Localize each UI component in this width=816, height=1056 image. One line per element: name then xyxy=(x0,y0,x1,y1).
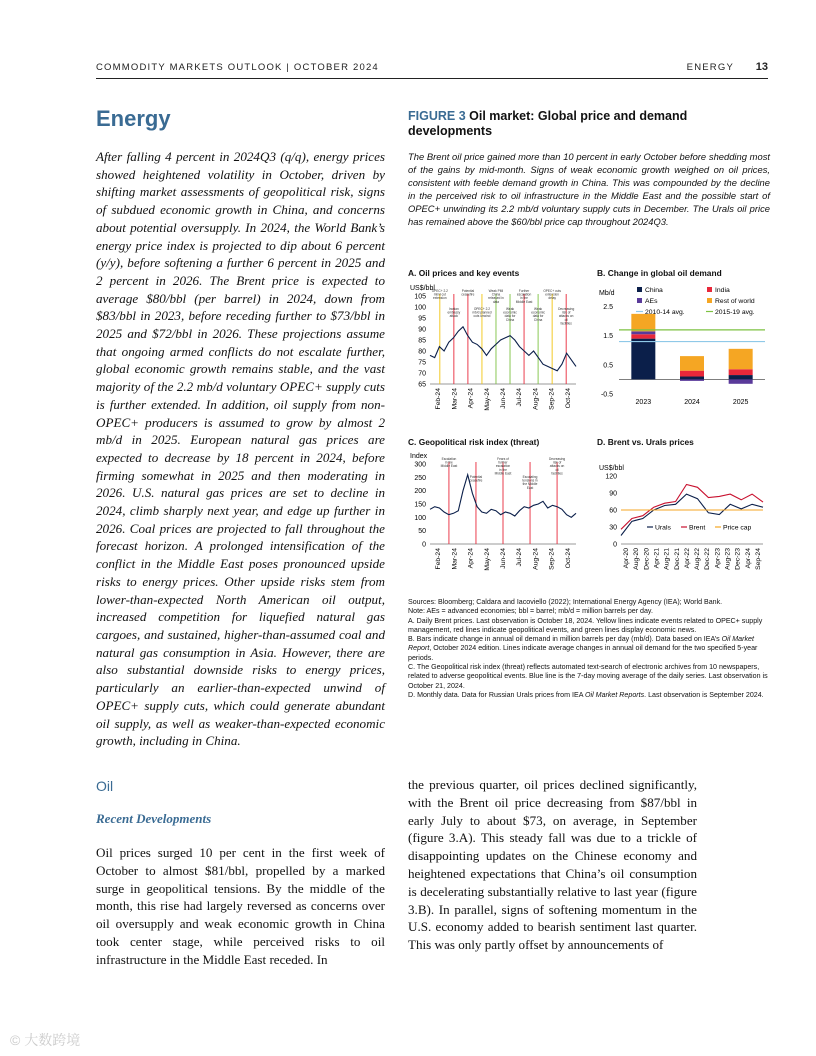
x-tick-label: May-24 xyxy=(483,548,491,571)
event-annotation xyxy=(432,289,448,300)
event-annotation-line: attacks on xyxy=(558,314,574,319)
event-annotation-line: in the xyxy=(520,296,528,301)
event-annotation xyxy=(522,475,537,490)
event-annotation-line: extension xyxy=(432,296,447,301)
event-annotation-line: OPEC+ 2.2 xyxy=(431,289,448,293)
x-tick-label: Apr-21 xyxy=(653,548,661,569)
legend-swatch xyxy=(707,287,712,292)
legend-label: Rest of world xyxy=(715,298,755,305)
figure-title-text: Oil market: Global price and demand developments xyxy=(408,109,688,138)
panel-d-title: D. Brent vs. Urals prices xyxy=(597,437,694,447)
figure-caption: The Brent oil price gained more than 10 percent in early October before shedding most of the gains by mid-month. Signs of weak economic growth weighed on oil prices, consistent with feeble demand growth in China. This was compounded by the decline in the perceived risk to oil infrastructure in the Middle East and the possible start of OPEC+ unwinding its 2.2 mb/d voluntary supply cuts in December. The Urals oil price has remained above the $60/bbl price cap throughout 2024Q3. xyxy=(408,151,770,227)
legend-swatch xyxy=(707,298,712,303)
y-tick-label: 100 xyxy=(414,514,426,522)
legend-swatch xyxy=(637,298,642,303)
x-tick-label: Apr-24 xyxy=(467,388,475,409)
legend-label: China xyxy=(645,287,663,294)
event-annotation-line: ceasefire xyxy=(461,292,475,297)
x-tick-label: Dec-23 xyxy=(734,548,742,570)
x-tick-label: Apr-24 xyxy=(744,548,752,569)
event-annotation-line: Escalating xyxy=(522,475,538,479)
event-annotation-line: ceasefire xyxy=(469,478,483,483)
y-axis-label: Mb/d xyxy=(599,290,615,297)
sources-line: Sources: Bloomberg; Caldara and Iacoviello (2022); International Energy Agency (IEA); World Bank. xyxy=(408,598,723,606)
y-tick-label: 120 xyxy=(605,473,617,481)
event-annotation-line: East xyxy=(526,485,534,490)
y-tick-label: 0 xyxy=(422,541,426,549)
running-title: COMMODITY MARKETS OUTLOOK | OCTOBER 2024 xyxy=(96,62,379,73)
x-tick-label: Sep-24 xyxy=(548,388,556,410)
event-annotation-line: Further xyxy=(518,289,530,293)
chart-c-geopolitical-risk xyxy=(408,450,588,578)
watermark-logo xyxy=(10,1030,80,1050)
bar-india xyxy=(631,334,655,338)
event-annotation-line: oil xyxy=(564,317,568,322)
x-tick-label: Jun-24 xyxy=(500,388,507,409)
x-tick-label: Feb-24 xyxy=(435,548,443,570)
note-line: Note: AEs = advanced economies; bbl = barrel; mb/d = million barrels per day. xyxy=(408,607,653,616)
bar-aes xyxy=(729,379,753,383)
event-annotation xyxy=(543,289,561,300)
event-annotation xyxy=(469,475,482,483)
x-tick-label: Mar-24 xyxy=(451,548,459,570)
section-label: ENERGY xyxy=(686,62,734,73)
event-annotation-line: in the xyxy=(499,467,507,472)
event-annotation xyxy=(472,307,492,318)
header-rule xyxy=(96,78,768,79)
legend-label: India xyxy=(715,287,730,294)
event-annotation-line: attacks on xyxy=(549,464,565,469)
event-annotation-line: Weak PMI xyxy=(488,289,504,293)
note-d-report: Oil Market Reports xyxy=(585,690,645,699)
x-tick-label: Jul-24 xyxy=(516,548,524,567)
series-line-brent xyxy=(621,485,763,530)
event-annotation-line: Middle East xyxy=(440,464,458,469)
figure-number: FIGURE 3 xyxy=(408,109,466,123)
y-tick-label: 50 xyxy=(418,528,426,536)
note-d-part1: D. Monthly data. Data for Russian Urals prices from IEA xyxy=(408,690,586,699)
page-number: 13 xyxy=(755,61,768,73)
y-tick-label: 300 xyxy=(414,461,426,469)
event-annotation-line: released in xyxy=(488,296,504,301)
bar-china xyxy=(680,377,704,380)
x-tick-label: Aug-20 xyxy=(633,548,641,570)
x-tick-label: Oct-24 xyxy=(564,548,572,569)
x-tick-label: Jun-24 xyxy=(500,548,507,569)
event-annotation xyxy=(441,457,458,468)
y-tick-label: 60 xyxy=(609,507,617,515)
event-annotation-line: Middle East xyxy=(494,471,512,476)
legend-label: Brent xyxy=(689,524,706,532)
event-annotation xyxy=(461,289,474,297)
x-tick-label: Oct-24 xyxy=(564,388,572,409)
legend-label: Price cap xyxy=(723,524,752,532)
event-annotation-line: mb/d planned xyxy=(472,310,492,315)
note-b xyxy=(408,635,770,663)
event-annotation-line: Decreasing xyxy=(549,457,566,461)
y-tick-label: 105 xyxy=(414,293,426,301)
event-annotation-line: economic xyxy=(503,310,517,315)
chart-b-oil-demand xyxy=(597,282,769,417)
x-tick-label: Mar-24 xyxy=(451,388,459,410)
y-tick-label: 200 xyxy=(414,488,426,496)
event-annotation xyxy=(549,457,565,475)
legend-label: 2010-14 avg. xyxy=(645,309,685,316)
y-axis-label: US$/bbl xyxy=(599,465,624,472)
legend-label: AEs xyxy=(645,298,658,305)
y-tick-label: 0 xyxy=(613,541,617,549)
y-tick-label: 100 xyxy=(414,304,426,312)
panel-b-title: B. Change in global oil demand xyxy=(597,268,722,278)
bar-aes xyxy=(631,331,655,334)
bar-rest-of-world xyxy=(729,349,753,369)
event-annotation-line: economic xyxy=(531,310,545,315)
x-tick-label: Jul-24 xyxy=(516,388,524,407)
note-c: C. The Geopolitical risk index (threat) reflects automated text-search of electronic archives from 10 newspapers, related to adverse geopolitical events. Blue line is the 7-day moving average of the daily series. Last observation is October 21, 2024. xyxy=(408,663,768,690)
legend-label: Urals xyxy=(655,524,671,532)
event-annotation-line: Fears of xyxy=(497,457,509,461)
event-annotation xyxy=(558,307,574,325)
y-tick-label: 90 xyxy=(418,326,426,334)
x-tick-label: 2025 xyxy=(732,399,749,406)
series-line-brent xyxy=(430,327,576,371)
y-tick-label: 95 xyxy=(418,315,426,323)
event-annotation-line: facilities xyxy=(560,321,572,326)
event-annotation-line: data xyxy=(492,299,500,304)
note-b-report: Oil Market Report xyxy=(408,635,754,653)
event-annotation-line: oil xyxy=(555,467,559,472)
y-tick-label: 250 xyxy=(414,474,426,482)
x-tick-label: Dec-21 xyxy=(673,548,681,570)
watermark-text: 大数跨境 xyxy=(24,1032,81,1048)
y-tick-label: 85 xyxy=(418,337,426,345)
y-tick-label: 80 xyxy=(418,348,426,356)
event-annotation-line: mb/d cut xyxy=(433,292,446,297)
bar-aes xyxy=(680,379,704,380)
event-annotation-line: delay xyxy=(548,296,556,301)
event-annotation-line: facilities xyxy=(551,471,563,476)
x-tick-label: May-24 xyxy=(483,388,491,411)
y-axis-label: Index xyxy=(410,453,428,460)
event-annotation-line: extension xyxy=(545,292,559,297)
event-annotation-line: cuts unwind xyxy=(473,314,491,319)
event-annotation-line: risk of xyxy=(561,310,571,315)
event-annotation xyxy=(516,289,533,304)
event-annotation xyxy=(488,289,504,304)
chart-d-brent-urals xyxy=(597,450,769,578)
note-b-part1: B. Bars indicate change in annual oil demand in million barrels per day (mb/d). Data based on IEA’s xyxy=(408,635,722,644)
x-tick-label: Apr-22 xyxy=(683,548,691,569)
recent-developments-heading: Recent Developments xyxy=(96,811,212,826)
x-tick-label: Dec-20 xyxy=(643,548,651,570)
bar-india xyxy=(680,371,704,377)
event-annotation-line: Potential xyxy=(469,475,483,479)
x-tick-label: Sep-24 xyxy=(754,548,762,570)
y-tick-label: 90 xyxy=(609,490,617,498)
event-annotation-line: tensions in xyxy=(522,478,538,483)
bar-india xyxy=(729,369,753,375)
x-tick-label: Dec-22 xyxy=(704,548,712,570)
event-annotation-line: in the xyxy=(445,460,453,465)
event-annotation-line: the Middle xyxy=(522,482,538,487)
legend-swatch xyxy=(637,287,642,292)
y-tick-label: 65 xyxy=(418,381,426,389)
event-annotation-line: China xyxy=(505,317,515,322)
x-tick-label: Aug-22 xyxy=(694,548,702,570)
bar-china xyxy=(631,339,655,380)
x-tick-label: Aug-21 xyxy=(663,548,671,570)
x-tick-label: Apr-24 xyxy=(467,548,475,569)
event-annotation-line: data for xyxy=(532,314,544,319)
event-annotation-line: Escalation xyxy=(441,457,457,461)
figure-title xyxy=(408,109,758,139)
event-annotation-line: OPEC+ cuts xyxy=(543,289,561,293)
event-annotation-line: Decreasing xyxy=(558,307,575,311)
watermark-icon: © xyxy=(10,1032,21,1048)
bar-rest-of-world xyxy=(680,356,704,371)
x-tick-label: 2023 xyxy=(635,399,652,406)
event-annotation xyxy=(447,307,460,318)
event-annotation-line: China xyxy=(491,292,501,297)
body-paragraph-right: the previous quarter, oil prices declined significantly, with the Brent oil price decreasing from $87/bbl in early July to about $73, on average, in September (figure 3.A). This steady fall was due to a trickle of disappointing updates on the Chinese economy and heightened expectations that China’s oil consumption is decelerating substantially relative to last year (figure 3.B). In parallel, signs of softening momentum in the U.S. economy added to bearish sentiment last quarter. This was only partly offset by announcements of xyxy=(408,777,697,953)
oil-heading: Oil xyxy=(96,778,114,794)
y-axis-label: US$/bbl xyxy=(410,285,435,292)
event-annotation xyxy=(495,457,512,475)
event-annotation-line: Weak xyxy=(534,307,543,311)
y-tick-label: -0.5 xyxy=(600,391,613,399)
note-d-part2: . Last observation is September 2024. xyxy=(644,690,764,699)
event-annotation-line: Weak xyxy=(505,307,515,311)
event-annotation-line: further xyxy=(498,460,508,465)
event-annotation-line: China xyxy=(533,317,543,322)
body-paragraph-left: Oil prices surged 10 per cent in the first week of October to almost $81/bbl, propelled by a marked surge in geopolitical tensions. By the middle of the month, this rise had largely reversed as concerns over oil oversupply and weak economic growth in China took center stage, while perceived risks to oil infrastructure in the Middle East receded. In xyxy=(96,845,385,967)
x-tick-label: 2024 xyxy=(684,399,700,406)
panel-c-title: C. Geopolitical risk index (threat) xyxy=(408,437,540,447)
y-tick-label: 1.5 xyxy=(603,333,613,341)
event-annotation-line: Iranian xyxy=(448,307,459,311)
note-b-part2: , October 2024 edition. Lines indicate average changes in annual oil demand for the two specified 5-year periods. xyxy=(408,644,758,662)
section-title: Energy xyxy=(96,106,171,131)
event-annotation-line: attack xyxy=(449,314,459,319)
event-annotation-line: risk of xyxy=(552,460,562,465)
note-d xyxy=(408,691,770,700)
event-annotation-line: escalation xyxy=(516,292,532,297)
x-tick-label: Feb-24 xyxy=(435,388,443,410)
running-header xyxy=(96,62,768,76)
event-annotation xyxy=(503,307,517,322)
y-tick-label: 30 xyxy=(609,524,617,532)
y-tick-label: 0.5 xyxy=(603,362,613,370)
event-annotation xyxy=(531,307,545,322)
event-annotation-line: Potential xyxy=(461,289,475,293)
y-tick-label: 2.5 xyxy=(603,304,613,312)
chart-a-oil-prices xyxy=(408,282,588,417)
event-annotation-line: OPEC+ 2.2 xyxy=(473,307,491,311)
y-tick-label: 150 xyxy=(414,501,426,509)
y-tick-label: 75 xyxy=(418,359,426,367)
figure-notes xyxy=(408,598,770,700)
note-a: A. Daily Brent prices. Last observation is October 18, 2024. Yellow lines indicate events related to OPEC+ supply management, red lines indicate geopolitical events, and green lines display economic news. xyxy=(408,616,763,634)
x-tick-label: Aug-23 xyxy=(724,548,732,570)
event-annotation-line: Middle East xyxy=(515,299,533,304)
event-annotation-line: data for xyxy=(504,314,516,319)
y-tick-label: 70 xyxy=(418,370,426,378)
panel-a-title: A. Oil prices and key events xyxy=(408,268,520,278)
x-tick-label: Aug-24 xyxy=(532,548,540,570)
x-tick-label: Sep-24 xyxy=(548,548,556,570)
intro-summary: After falling 4 percent in 2024Q3 (q/q), energy prices showed heightened volatility in October, driven by shifting market assessments of geopolitical risk, signs of subdued economic growth in China, and concerns about potential oversupply. In 2024, the World Bank’s energy price index is projected to dip about 6 percent (y/y), before softening a further 6 percent in 2025 and 2 percent in 2026. The Brent price is expected to average $80/bbl (per barrel) in 2024, down from $83/bbl in 2023, before receding further to $73/bbl in 2025 and $72/bbl in 2026. These projections assume that ongoing armed conflicts do not escalate further, global economic growth remains stable, and the vast majority of the 2.2 mb/d voluntary OPEC+ supply cuts is further extended. In addition, oil supply from non-OPEC+ producers is assumed to grow by almost 2 mb/d in 2025. European natural gas prices are expected to decrease by 18 percent in 2024, before firming somewhat in 2025 and then moderating in 2026. U.S. natural gas prices are set to decline in 2024, climb sharply next year, and edge up further in 2026. Coal prices are projected to fall throughout the forecast horizon. A prolonged intensification of the conflict in the Middle East poses pronounced upside risks to energy prices. Other upside risks stem from lower-than-expected North American oil output, increased competition for liquefied natural gas cargoes, and sustained, higher-than-assumed coal and natural gas consumption in Asia. However, there are also substantial downside risks to energy prices, particularly an earlier-than-expected unwind of OPEC+ supply cuts, which could generate abundant oil supply, as well as weaker-than-expected economic growth, including in China. xyxy=(96,149,385,749)
bar-rest-of-world xyxy=(631,314,655,331)
x-tick-label: Aug-24 xyxy=(532,388,540,410)
legend-label: 2015-19 avg. xyxy=(715,309,755,316)
x-tick-label: Apr-20 xyxy=(623,548,631,569)
event-annotation-line: escalation xyxy=(495,464,511,469)
bar-china xyxy=(729,375,753,379)
x-tick-label: Apr-23 xyxy=(714,548,722,569)
event-annotation-line: embassy xyxy=(447,310,461,315)
